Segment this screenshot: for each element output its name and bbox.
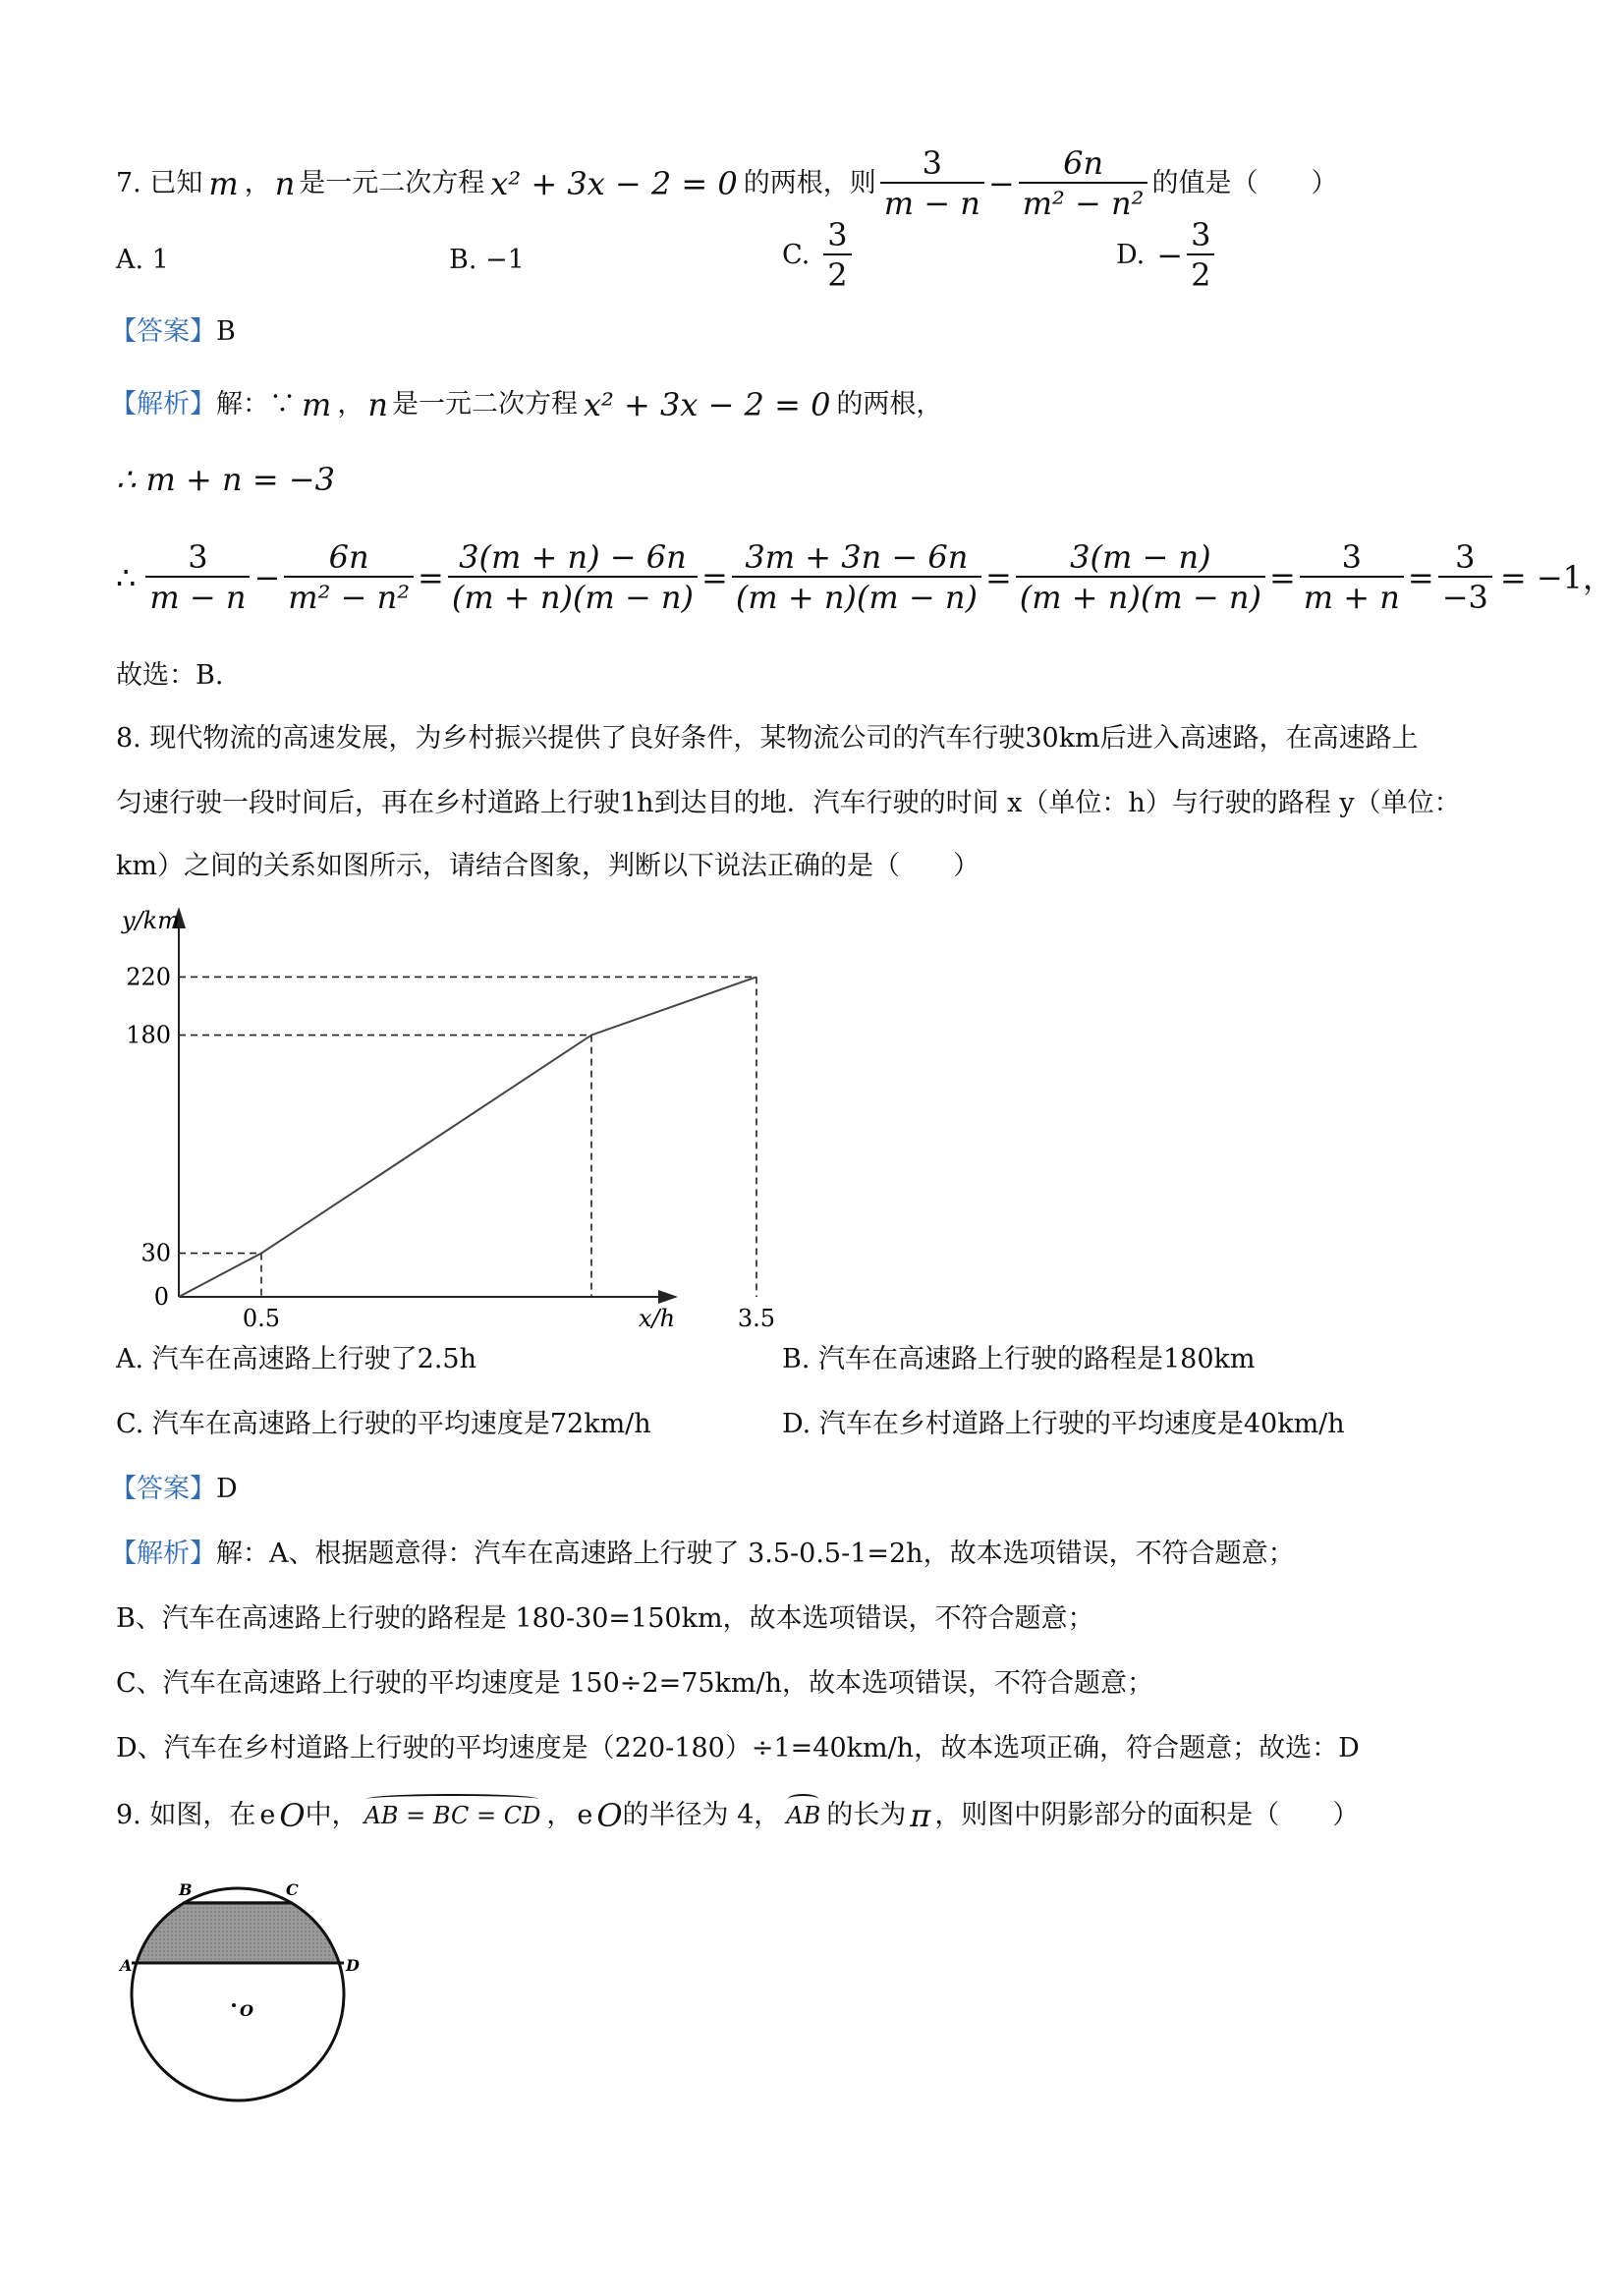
- q7-option-c-den: 2: [823, 253, 851, 293]
- q9-text2: ，: [546, 1800, 574, 1830]
- q9-circle-symbol-2: e: [577, 1800, 593, 1830]
- q9-label-d: D: [346, 1956, 360, 1975]
- q7-option-d: [1116, 218, 1218, 293]
- q9-text4: 的长为: [826, 1800, 907, 1830]
- q7-step3-lead: ∴: [116, 559, 137, 596]
- q8-option-c: C. 汽车在高速路上行驶的平均速度是72km/h: [116, 1409, 651, 1439]
- q9-label-a: A: [120, 1956, 133, 1975]
- q9-equal-arcs: AB = BC = CD: [364, 1796, 541, 1835]
- q7-analysis-comma: ，: [337, 389, 364, 420]
- q7-option-d-den: 2: [1187, 253, 1214, 293]
- q7-step3-term-6-num: 3: [1341, 538, 1362, 576]
- q8-distance-time-chart: [108, 899, 776, 1332]
- q8-option-a: A. 汽车在高速路上行驶了2.5h: [116, 1344, 476, 1374]
- q9-center-o: O: [279, 1797, 306, 1834]
- q7-answer-value: B: [216, 316, 236, 347]
- q8-analysis-line-1: [110, 1535, 1295, 1574]
- chart-guides: [179, 977, 756, 1297]
- q7-text2: 的两根，则: [743, 168, 876, 198]
- q8-option-d: D. 汽车在乡村道路上行驶的平均速度是40km/h: [782, 1409, 1345, 1439]
- chart-line: [179, 977, 756, 1297]
- distance-series-line: [179, 977, 756, 1297]
- q7-step3-term-2-num: 6n: [328, 538, 369, 576]
- q8-stem-line-3: km）之间的关系如图所示，请结合图象，判断以下说法正确的是（ ）: [116, 851, 979, 881]
- q7-lead: 7. 已知: [116, 168, 203, 198]
- q9-circle-symbol: e: [259, 1800, 276, 1830]
- q7-step3-term-2: [284, 540, 414, 615]
- q7-option-d-num: 3: [1191, 216, 1211, 253]
- q8-answer: [110, 1470, 238, 1509]
- q7-stem: [116, 145, 1337, 222]
- q7-step3-term-6: [1300, 540, 1404, 615]
- q9-lead: 9. 如图，在: [116, 1800, 256, 1830]
- q7-step3-term-5: [1016, 540, 1265, 615]
- q7-f2-numerator: 6n: [1063, 144, 1104, 182]
- q8-analysis-line-3: C、汽车在高速路上行驶的平均速度是 150÷2=75km/h，故本选项错误，不符合题意；: [116, 1668, 1154, 1699]
- q8-analysis-line-2: B、汽车在高速路上行驶的路程是 180-30=150km，故本选项错误，不符合题意；: [116, 1603, 1094, 1634]
- q7-f1-denominator: m − n: [880, 182, 984, 221]
- q7-option-c: [782, 218, 856, 293]
- chart-axes: [172, 907, 678, 1304]
- q7-option-c-label: C.: [782, 240, 811, 270]
- q9-text1: 中，: [305, 1800, 359, 1830]
- q7-f1-numerator: 3: [922, 144, 942, 182]
- q7-step3-term-2-den: m² − n²: [284, 576, 414, 615]
- q7-choose: 故选：B.: [116, 660, 224, 691]
- q8-analysis-tag: 【解析】: [110, 1539, 216, 1569]
- q7-equation: x² + 3x − 2 = 0: [490, 165, 738, 202]
- q9-shaded-region: [116, 1901, 371, 1964]
- q8-answer-tag: 【答案】: [110, 1474, 216, 1504]
- q9-circle-figure: [116, 1872, 371, 2107]
- y-tick-label-30: 30: [140, 1239, 171, 1267]
- x-axis-label: x/h: [639, 1305, 676, 1332]
- q9-pi: π: [910, 1797, 931, 1834]
- q7-step3-term-4-den: (m + n)(m − n): [732, 576, 981, 615]
- q7-option-a: A. 1: [116, 245, 169, 275]
- q7-analysis-2: 是一元二次方程: [391, 389, 578, 420]
- q7-step3-term-4-num: 3m + 3n − 6n: [745, 538, 969, 576]
- q8-analysis-1: 解：A、根据题意得：汽车在高速路上行驶了 3.5-0.5-1=2h，故本选项错误，不符合题意；: [216, 1539, 1295, 1569]
- q9-center-o-2: O: [596, 1797, 623, 1834]
- q7-analysis-3: 的两根，: [836, 389, 943, 420]
- q7-step-2: ∴ m + n = −3: [116, 461, 335, 498]
- q7-option-d-fraction: [1187, 218, 1214, 293]
- q7-step3-term-1: [145, 540, 250, 615]
- q7-step3-minus: −: [253, 559, 281, 596]
- x-axis-arrow: [658, 1290, 678, 1304]
- q7-step3-term-1-num: 3: [188, 538, 208, 576]
- q7-option-b: B. −1: [449, 245, 525, 275]
- q9-text3: 的半径为 4，: [622, 1800, 781, 1830]
- q9-label-o: O: [240, 2001, 253, 2020]
- q7-answer-tag: 【答案】: [110, 316, 216, 347]
- q9-arc-ab: AB: [786, 1796, 820, 1835]
- q7-step3-eq-4: =: [1268, 559, 1296, 596]
- q7-step3-term-7-num: 3: [1455, 538, 1476, 576]
- q7-answer: [110, 312, 236, 352]
- q7-step3-term-5-den: (m + n)(m − n): [1016, 576, 1265, 615]
- q8-option-b: B. 汽车在高速路上行驶的路程是180km: [782, 1344, 1256, 1374]
- q7-step3-eq-5: =: [1407, 559, 1434, 596]
- q7-fraction-1: [880, 146, 984, 221]
- q7-analysis-1: 解：∵: [216, 389, 296, 420]
- q8-stem-line-2: 匀速行驶一段时间后，再在乡村道路上行驶1h到达目的地．汽车行驶的时间 x（单位：h）与行驶的路程 y（单位：: [116, 788, 1461, 818]
- q8-stem-line-1: 8. 现代物流的高速发展，为乡村振兴提供了良好条件，某物流公司的汽车行驶30km后进入高速路，在高速路上: [116, 723, 1419, 754]
- q7-analysis-line-1: [110, 385, 942, 424]
- y-tick-label-180: 180: [126, 1021, 171, 1049]
- q7-analysis-var-m: m: [302, 386, 332, 423]
- chart-labels: [121, 907, 775, 1332]
- q7-option-c-num: 3: [827, 216, 848, 253]
- q7-analysis-var-n: n: [367, 386, 388, 423]
- q7-comma: ，: [244, 168, 271, 198]
- q7-step3-term-1-den: m − n: [145, 576, 250, 615]
- q7-option-d-sign: −: [1156, 237, 1184, 274]
- q7-analysis-equation: x² + 3x − 2 = 0: [583, 386, 831, 423]
- q9-text5: ，则图中阴影部分的面积是（ ）: [934, 1800, 1360, 1830]
- q7-step-3: [116, 531, 1614, 625]
- q7-step3-term-6-den: m + n: [1300, 576, 1404, 615]
- x-tick-label-0.5: 0.5: [242, 1305, 281, 1332]
- q7-var-m: m: [208, 165, 239, 202]
- q7-text1: 是一元二次方程: [299, 168, 485, 198]
- q7-option-c-fraction: [823, 218, 851, 293]
- q9-center-dot: [232, 2003, 236, 2007]
- q7-analysis-tag: 【解析】: [110, 389, 216, 420]
- q7-step3-tail: = −1，: [1499, 559, 1615, 596]
- q7-text3: 的值是（ ）: [1151, 168, 1338, 198]
- q7-step3-eq-1: =: [418, 559, 444, 596]
- y-axis-label: y/km: [122, 907, 180, 934]
- q7-step3-term-3-den: (m + n)(m − n): [448, 576, 698, 615]
- q7-step3-term-7: [1438, 540, 1492, 615]
- q7-step3-term-3: [448, 540, 698, 615]
- origin-label: 0: [153, 1283, 169, 1311]
- q7-option-d-label: D.: [1116, 240, 1146, 270]
- q7-step3-term-3-num: 3(m + n) − 6n: [459, 538, 687, 576]
- q7-var-n: n: [274, 165, 296, 202]
- q8-analysis-line-4: D、汽车在乡村道路上行驶的平均速度是（220-180）÷1=40km/h，故本选项正确，符合题意；故选：D: [116, 1733, 1360, 1764]
- q7-step3-eq-2: =: [701, 559, 728, 596]
- q9-label-b: B: [179, 1880, 193, 1899]
- q7-fraction-2: [1019, 146, 1148, 221]
- q9-stem: [116, 1796, 1359, 1835]
- q7-step3-term-4: [732, 540, 981, 615]
- q7-step3-eq-3: =: [984, 559, 1012, 596]
- q7-step3-term-5-num: 3(m − n): [1070, 538, 1211, 576]
- x-tick-label-3.5: 3.5: [737, 1305, 776, 1332]
- q9-label-c: C: [286, 1880, 299, 1899]
- y-tick-label-220: 220: [126, 963, 171, 991]
- q8-answer-value: D: [216, 1474, 238, 1504]
- q7-minus: −: [987, 165, 1015, 202]
- q7-step3-term-7-den: −3: [1438, 576, 1492, 615]
- q7-f2-denominator: m² − n²: [1019, 182, 1148, 221]
